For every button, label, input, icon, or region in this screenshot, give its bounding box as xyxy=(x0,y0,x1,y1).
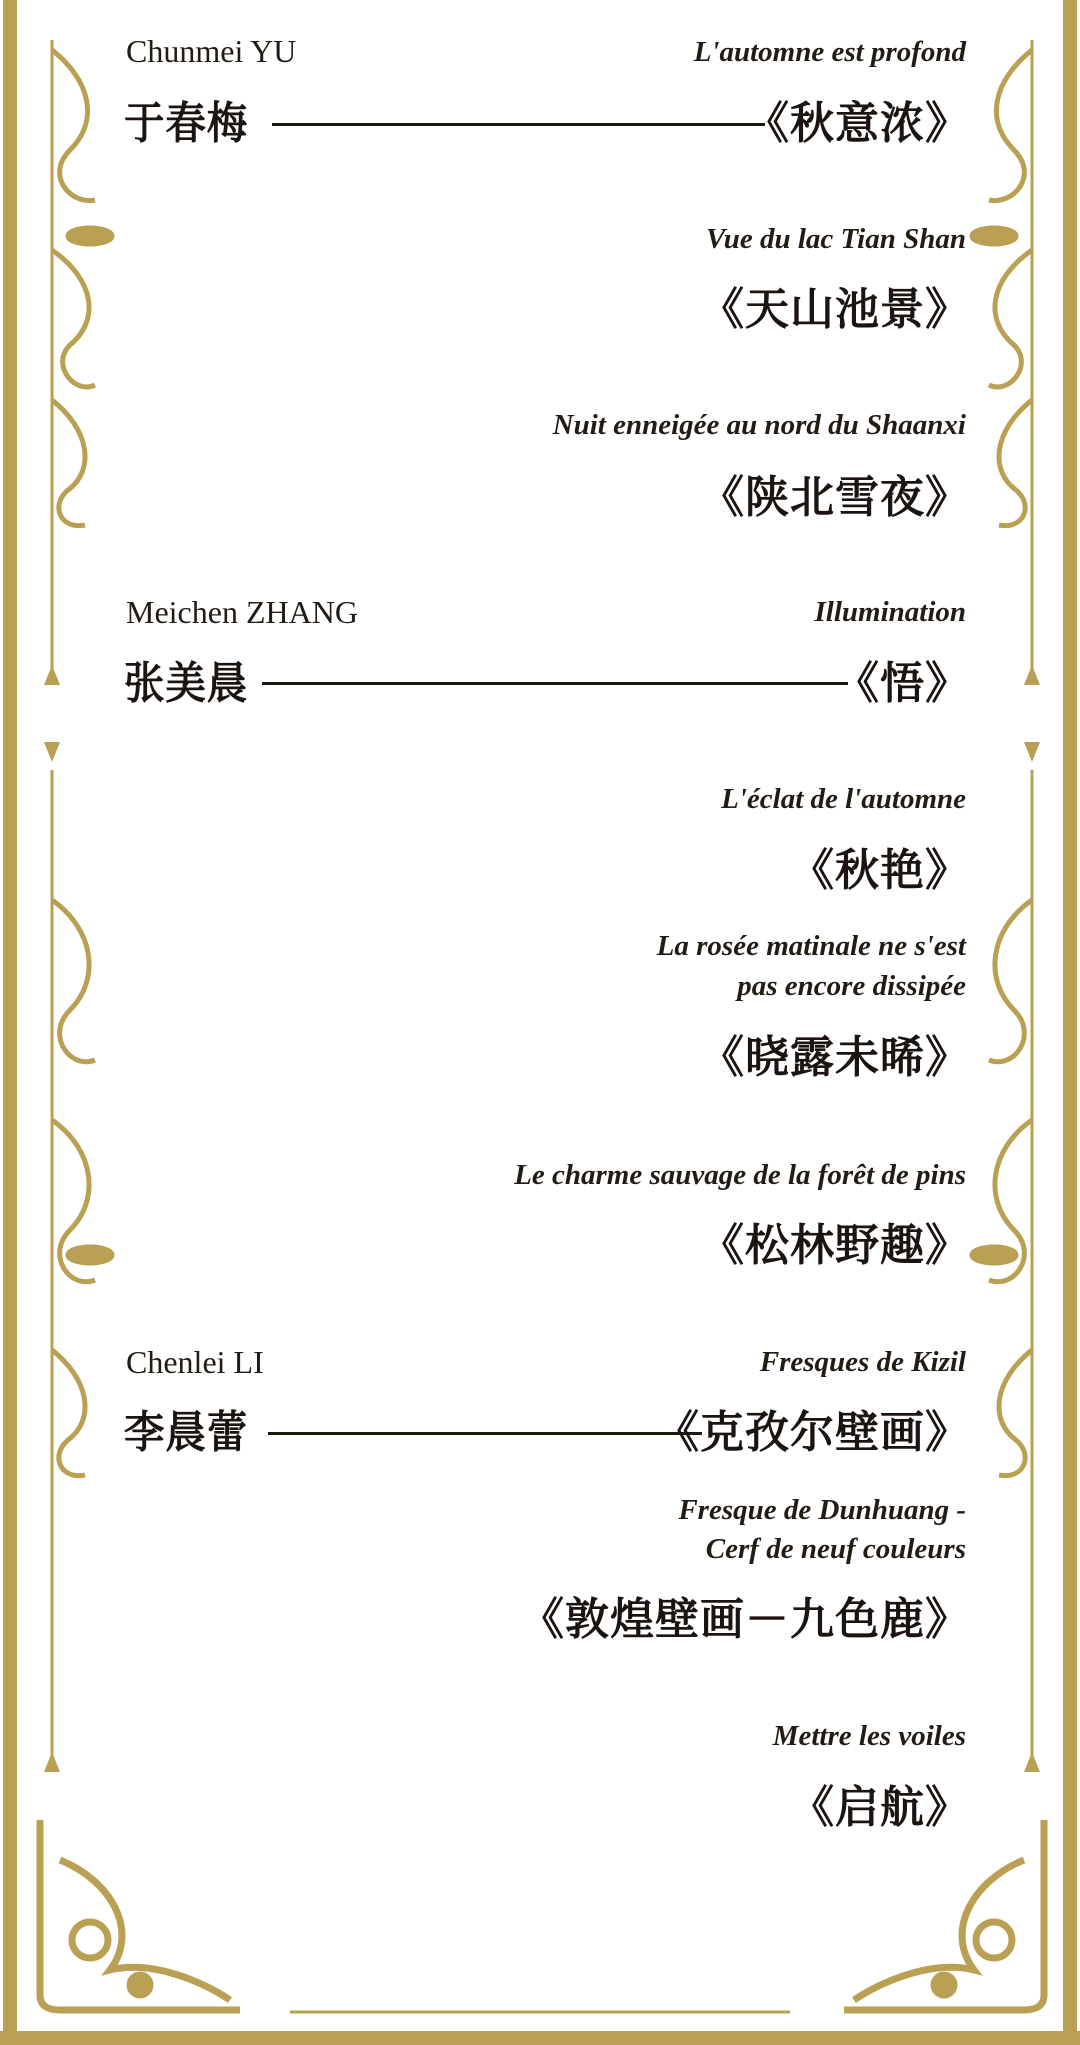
right-filigree-icon xyxy=(972,50,1032,1476)
performer-name-latin: Meichen ZHANG xyxy=(126,594,358,630)
piece-title-chinese: 《秋意浓》 xyxy=(745,98,970,149)
piece-title-french: Illumination xyxy=(814,596,966,628)
bottom-right-corner-icon xyxy=(844,1820,1044,2010)
leader-line xyxy=(272,123,765,126)
piece-title-chinese: 《松林野趣》 xyxy=(700,1220,970,1271)
performer-name-chinese: 李晨蕾 xyxy=(124,1407,249,1458)
piece-title-french-line1: Fresque de Dunhuang - xyxy=(678,1494,966,1526)
piece-title-chinese: 《天山池景》 xyxy=(700,284,970,335)
piece-title-chinese: 《敦煌壁画－九色鹿》 xyxy=(520,1594,970,1645)
piece-title-chinese: 《克孜尔壁画》 xyxy=(655,1407,970,1458)
piece-title-chinese: 《悟》 xyxy=(835,658,970,709)
leader-line xyxy=(262,682,848,685)
piece-title-chinese: 《启航》 xyxy=(790,1782,970,1833)
piece-title-french: Nuit enneigée au nord du Shaanxi xyxy=(552,409,966,441)
performer-name-latin: Chenlei LI xyxy=(126,1344,264,1380)
leader-line xyxy=(268,1432,702,1435)
piece-title-french: Vue du lac Tian Shan xyxy=(705,223,966,255)
piece-title-french: Fresques de Kizil xyxy=(759,1346,966,1378)
piece-title-french: Mettre les voiles xyxy=(772,1720,966,1752)
piece-title-french: Le charme sauvage de la forêt de pins xyxy=(514,1159,966,1191)
performer-name-chinese: 于春梅 xyxy=(124,98,249,149)
piece-title-chinese: 《晓露未晞》 xyxy=(700,1032,970,1083)
piece-title-french-line2: Cerf de neuf couleurs xyxy=(705,1533,966,1565)
performer-name-latin: Chunmei YU xyxy=(126,33,297,69)
piece-title-french: L'éclat de l'automne xyxy=(721,783,966,815)
piece-title-french: L'automne est profond xyxy=(693,36,966,68)
piece-title-chinese: 《秋艳》 xyxy=(790,845,970,896)
piece-title-chinese: 《陕北雪夜》 xyxy=(700,472,970,523)
left-filigree-icon xyxy=(52,50,112,1476)
performer-name-chinese: 张美晨 xyxy=(124,658,249,709)
bottom-left-corner-icon xyxy=(40,1820,240,2010)
piece-title-french-line2: pas encore dissipée xyxy=(737,970,966,1002)
piece-title-french-line1: La rosée matinale ne s'est xyxy=(656,930,966,962)
